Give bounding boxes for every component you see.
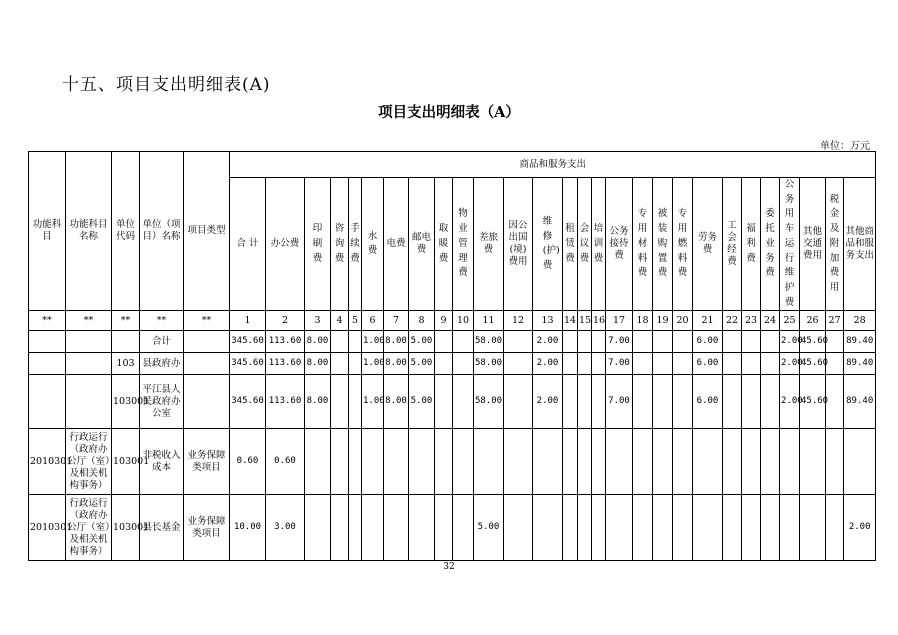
cell-func-name: 行政运行（政府办公厅（室）及相关机构事务） <box>66 495 112 561</box>
cell-unit-code: 103001 <box>112 495 140 561</box>
header-func-name: 功能科目名称 <box>66 152 112 311</box>
cell-value <box>331 375 349 429</box>
header-col-17 <box>606 178 633 311</box>
cell-value <box>723 353 742 375</box>
header-col-21 <box>693 178 723 311</box>
index-cell: ** <box>184 311 230 331</box>
table-title: 项目支出明细表（A） <box>378 104 520 121</box>
cell-value <box>761 495 780 561</box>
header-col-1 <box>230 178 266 311</box>
header-col-6 <box>362 178 384 311</box>
index-cell: 16 <box>592 311 606 331</box>
cell-value <box>723 331 742 353</box>
cell-value <box>578 375 592 429</box>
cell-value: 2.00 <box>780 331 800 353</box>
header-col-10 <box>453 178 474 311</box>
header-col-label: 取暖费 <box>438 223 449 264</box>
cell-project-type <box>184 353 230 375</box>
header-col-27 <box>826 178 844 311</box>
index-cell: 6 <box>362 311 384 331</box>
cell-value: 8.00 <box>384 331 409 353</box>
index-cell: ** <box>112 311 140 331</box>
cell-value <box>409 429 435 495</box>
table-row <box>29 353 876 375</box>
cell-value <box>761 429 780 495</box>
header-col-label: 维修(护)费 <box>542 215 560 271</box>
cell-value <box>653 429 673 495</box>
cell-value: 89.40 <box>844 331 876 353</box>
index-cell: 3 <box>305 311 331 331</box>
header-col-22 <box>723 178 742 311</box>
cell-value: 113.60 <box>266 331 305 353</box>
header-col-12 <box>504 178 533 311</box>
cell-unit-code: 103001 <box>112 375 140 429</box>
index-cell: 20 <box>673 311 693 331</box>
cell-value <box>453 495 474 561</box>
expenditure-table <box>28 151 876 561</box>
cell-value: 45.60 <box>800 375 826 429</box>
index-cell: 24 <box>761 311 780 331</box>
header-col-label: 租赁费 <box>565 223 575 264</box>
header-col-label: 其他商品和服务支出 <box>845 226 874 262</box>
header-col-label: 被装购置费 <box>657 208 668 279</box>
cell-project-type <box>184 375 230 429</box>
cell-unit-code <box>112 331 140 353</box>
cell-value <box>673 429 693 495</box>
cell-value <box>384 495 409 561</box>
header-col-28 <box>844 178 876 311</box>
cell-value <box>362 495 384 561</box>
cell-value: 6.00 <box>693 353 723 375</box>
cell-value <box>633 495 653 561</box>
page-number: 32 <box>443 562 455 572</box>
index-cell: 13 <box>533 311 563 331</box>
cell-value: 1.00 <box>362 331 384 353</box>
cell-value <box>504 353 533 375</box>
cell-value: 8.00 <box>384 353 409 375</box>
header-unit-code: 单位代码 <box>112 152 140 311</box>
cell-value <box>633 353 653 375</box>
header-col-label: 手续费 <box>350 223 360 264</box>
header-col-25 <box>780 178 800 311</box>
cell-value: 113.60 <box>266 353 305 375</box>
header-col-label: 印刷费 <box>312 223 323 264</box>
cell-project-type: 业务保障类项目 <box>184 429 230 495</box>
section-heading: 十五、项目支出明细表(A) <box>62 75 271 95</box>
cell-value <box>578 429 592 495</box>
header-col-5 <box>349 178 362 311</box>
cell-value <box>305 495 331 561</box>
cell-value <box>800 495 826 561</box>
cell-value <box>435 331 453 353</box>
header-goods-services-group: 商品和服务支出 <box>230 152 876 178</box>
cell-value <box>653 495 673 561</box>
cell-value <box>563 375 578 429</box>
header-col-label: 水费 <box>367 230 378 257</box>
cell-func-name: 行政运行（政府办公厅（室）及相关机构事务） <box>66 429 112 495</box>
cell-value: 2.00 <box>533 331 563 353</box>
cell-value: 1.00 <box>362 375 384 429</box>
cell-func-code <box>29 375 66 429</box>
cell-value <box>633 331 653 353</box>
header-col-20 <box>673 178 693 311</box>
index-cell: 23 <box>742 311 761 331</box>
cell-value: 7.00 <box>606 353 633 375</box>
cell-value <box>653 353 673 375</box>
header-col-23 <box>742 178 761 311</box>
cell-value: 5.00 <box>409 375 435 429</box>
cell-value <box>742 375 761 429</box>
cell-value <box>592 375 606 429</box>
cell-func-code: 2010301 <box>29 495 66 561</box>
header-col-7 <box>384 178 409 311</box>
header-col-label: 咨询费 <box>334 223 345 264</box>
cell-value <box>578 353 592 375</box>
cell-unit-code: 103 <box>112 353 140 375</box>
cell-unit-name: 县长基金 <box>140 495 184 561</box>
cell-value <box>826 375 844 429</box>
cell-value <box>453 429 474 495</box>
cell-value: 7.00 <box>606 331 633 353</box>
cell-value <box>453 331 474 353</box>
header-col-24 <box>761 178 780 311</box>
cell-value <box>592 495 606 561</box>
header-col-label: 会议费 <box>579 223 590 264</box>
header-col-label: 邮电费 <box>411 232 431 256</box>
cell-value: 2.00 <box>533 353 563 375</box>
index-cell: 28 <box>844 311 876 331</box>
cell-value <box>723 429 742 495</box>
cell-value: 5.00 <box>409 353 435 375</box>
table-row <box>29 495 876 561</box>
cell-value: 6.00 <box>693 331 723 353</box>
cell-value <box>563 331 578 353</box>
header-col-19 <box>653 178 673 311</box>
cell-value <box>653 375 673 429</box>
cell-value <box>673 495 693 561</box>
cell-value <box>331 331 349 353</box>
cell-value <box>453 375 474 429</box>
cell-value <box>349 331 362 353</box>
index-cell: 9 <box>435 311 453 331</box>
header-col-label: 工会经费 <box>727 220 737 268</box>
header-col-label: 培训费 <box>593 223 604 264</box>
cell-value <box>723 495 742 561</box>
header-project-type: 项目类型 <box>184 152 230 311</box>
cell-value <box>826 495 844 561</box>
index-cell: ** <box>140 311 184 331</box>
header-col-label: 专用材料费 <box>637 208 648 279</box>
cell-value <box>693 495 723 561</box>
cell-value: 89.40 <box>844 353 876 375</box>
cell-value <box>592 353 606 375</box>
cell-value: 2.00 <box>780 375 800 429</box>
cell-value <box>592 331 606 353</box>
header-col-18 <box>633 178 653 311</box>
header-col-16 <box>592 178 606 311</box>
header-col-label: 差旅费 <box>478 232 498 256</box>
header-col-13 <box>533 178 563 311</box>
cell-value <box>435 429 453 495</box>
cell-value <box>331 429 349 495</box>
cell-value <box>761 375 780 429</box>
cell-value <box>592 429 606 495</box>
cell-value <box>673 375 693 429</box>
unit-label: 单位：万元 <box>820 141 870 152</box>
header-unit-name: 单位（项目）名称 <box>140 152 184 311</box>
cell-value <box>563 353 578 375</box>
cell-value <box>305 429 331 495</box>
index-cell: 7 <box>384 311 409 331</box>
index-cell: 8 <box>409 311 435 331</box>
cell-value <box>563 495 578 561</box>
header-col-label: 因公出国(境)费用 <box>508 220 528 268</box>
table-row <box>29 375 876 429</box>
cell-value <box>826 353 844 375</box>
cell-value <box>362 429 384 495</box>
header-col-8 <box>409 178 435 311</box>
header-col-4 <box>331 178 349 311</box>
header-col-label: 其他交通费用 <box>802 226 822 262</box>
cell-value <box>349 375 362 429</box>
index-cell: 15 <box>578 311 592 331</box>
cell-value <box>435 375 453 429</box>
header-col-label: 专用燃料费 <box>677 208 688 279</box>
cell-value: 2.00 <box>780 353 800 375</box>
cell-value: 8.00 <box>305 375 331 429</box>
cell-project-type: 业务保障类项目 <box>184 495 230 561</box>
cell-unit-name: 县政府办 <box>140 353 184 375</box>
cell-value <box>331 353 349 375</box>
index-cell: ** <box>29 311 66 331</box>
cell-value: 7.00 <box>606 375 633 429</box>
cell-value <box>453 353 474 375</box>
cell-value <box>504 429 533 495</box>
cell-value <box>673 331 693 353</box>
cell-value: 3.00 <box>266 495 305 561</box>
index-cell: 18 <box>633 311 653 331</box>
cell-value <box>780 495 800 561</box>
cell-value: 58.00 <box>474 375 504 429</box>
header-col-label: 税金及附加费用 <box>829 193 840 294</box>
cell-value: 10.00 <box>230 495 266 561</box>
cell-value <box>742 331 761 353</box>
cell-value <box>504 375 533 429</box>
cell-value <box>844 429 876 495</box>
header-col-label: 委托业务费 <box>765 208 775 279</box>
cell-value <box>826 331 844 353</box>
index-cell: 17 <box>606 311 633 331</box>
header-col-label: 办公费 <box>270 238 300 250</box>
cell-value: 2.00 <box>533 375 563 429</box>
cell-unit-name: 非税收入成本 <box>140 429 184 495</box>
cell-value <box>761 331 780 353</box>
index-cell: 10 <box>453 311 474 331</box>
cell-value: 58.00 <box>474 353 504 375</box>
cell-unit-code: 103001 <box>112 429 140 495</box>
header-col-26 <box>800 178 826 311</box>
cell-value <box>504 331 533 353</box>
cell-value <box>606 429 633 495</box>
index-cell: 11 <box>474 311 504 331</box>
cell-value: 345.60 <box>230 353 266 375</box>
header-col-label: 公务接待费 <box>609 226 629 262</box>
cell-value <box>742 495 761 561</box>
cell-value <box>633 375 653 429</box>
cell-value <box>409 495 435 561</box>
cell-value: 113.60 <box>266 375 305 429</box>
index-cell: 14 <box>563 311 578 331</box>
cell-value <box>435 353 453 375</box>
cell-func-code <box>29 331 66 353</box>
index-cell: 22 <box>723 311 742 331</box>
table-row <box>29 429 876 495</box>
cell-value <box>533 429 563 495</box>
header-col-label: 物业管理费 <box>458 208 468 279</box>
cell-value <box>761 353 780 375</box>
cell-unit-name: 平江县人民政府办公室 <box>140 375 184 429</box>
table-row <box>29 331 876 353</box>
cell-value <box>606 495 633 561</box>
cell-project-type <box>184 331 230 353</box>
cell-func-name <box>66 353 112 375</box>
index-cell: 4 <box>331 311 349 331</box>
index-cell: 25 <box>780 311 800 331</box>
index-cell: 19 <box>653 311 673 331</box>
cell-value <box>435 495 453 561</box>
cell-value: 8.00 <box>305 331 331 353</box>
cell-value: 0.60 <box>266 429 305 495</box>
cell-func-code: 2010301 <box>29 429 66 495</box>
cell-value <box>563 429 578 495</box>
cell-value: 58.00 <box>474 331 504 353</box>
cell-value <box>331 495 349 561</box>
cell-value <box>504 495 533 561</box>
header-col-11 <box>474 178 504 311</box>
header-func-code: 功能科目 <box>29 152 66 311</box>
cell-value <box>826 429 844 495</box>
cell-value <box>633 429 653 495</box>
cell-value <box>384 429 409 495</box>
cell-value: 5.00 <box>474 495 504 561</box>
header-col-label: 劳务费 <box>697 232 717 256</box>
cell-value <box>578 495 592 561</box>
index-cell: 2 <box>266 311 305 331</box>
index-cell: ** <box>66 311 112 331</box>
header-col-14 <box>563 178 578 311</box>
index-cell: 21 <box>693 311 723 331</box>
cell-value: 6.00 <box>693 375 723 429</box>
header-col-15 <box>578 178 592 311</box>
cell-value: 89.40 <box>844 375 876 429</box>
header-col-3 <box>305 178 331 311</box>
cell-value: 8.00 <box>305 353 331 375</box>
cell-value: 8.00 <box>384 375 409 429</box>
cell-value <box>653 331 673 353</box>
header-col-9 <box>435 178 453 311</box>
header-col-label: 电费 <box>386 238 406 250</box>
index-cell: 1 <box>230 311 266 331</box>
index-cell: 5 <box>349 311 362 331</box>
cell-value <box>349 429 362 495</box>
cell-value <box>533 495 563 561</box>
cell-value <box>723 375 742 429</box>
cell-value: 345.60 <box>230 375 266 429</box>
cell-value <box>780 429 800 495</box>
cell-value <box>673 353 693 375</box>
cell-value <box>578 331 592 353</box>
cell-value: 1.00 <box>362 353 384 375</box>
cell-func-code <box>29 353 66 375</box>
index-cell: 27 <box>826 311 844 331</box>
cell-value <box>800 429 826 495</box>
cell-value: 5.00 <box>409 331 435 353</box>
cell-func-name <box>66 331 112 353</box>
cell-value <box>349 495 362 561</box>
cell-func-name <box>66 375 112 429</box>
cell-value <box>349 353 362 375</box>
cell-value: 0.60 <box>230 429 266 495</box>
cell-value: 345.60 <box>230 331 266 353</box>
index-cell: 26 <box>800 311 826 331</box>
cell-value <box>742 429 761 495</box>
cell-unit-name: 合计 <box>140 331 184 353</box>
cell-value <box>474 429 504 495</box>
cell-value <box>693 429 723 495</box>
cell-value: 45.60 <box>800 331 826 353</box>
header-col-label: 合 计 <box>236 238 259 250</box>
cell-value: 45.60 <box>800 353 826 375</box>
header-col-label: 福利费 <box>746 223 756 264</box>
index-cell: 12 <box>504 311 533 331</box>
header-col-2 <box>266 178 305 311</box>
header-col-label: 公务用车运行维护费 <box>784 179 795 308</box>
cell-value: 2.00 <box>844 495 876 561</box>
cell-value <box>742 353 761 375</box>
